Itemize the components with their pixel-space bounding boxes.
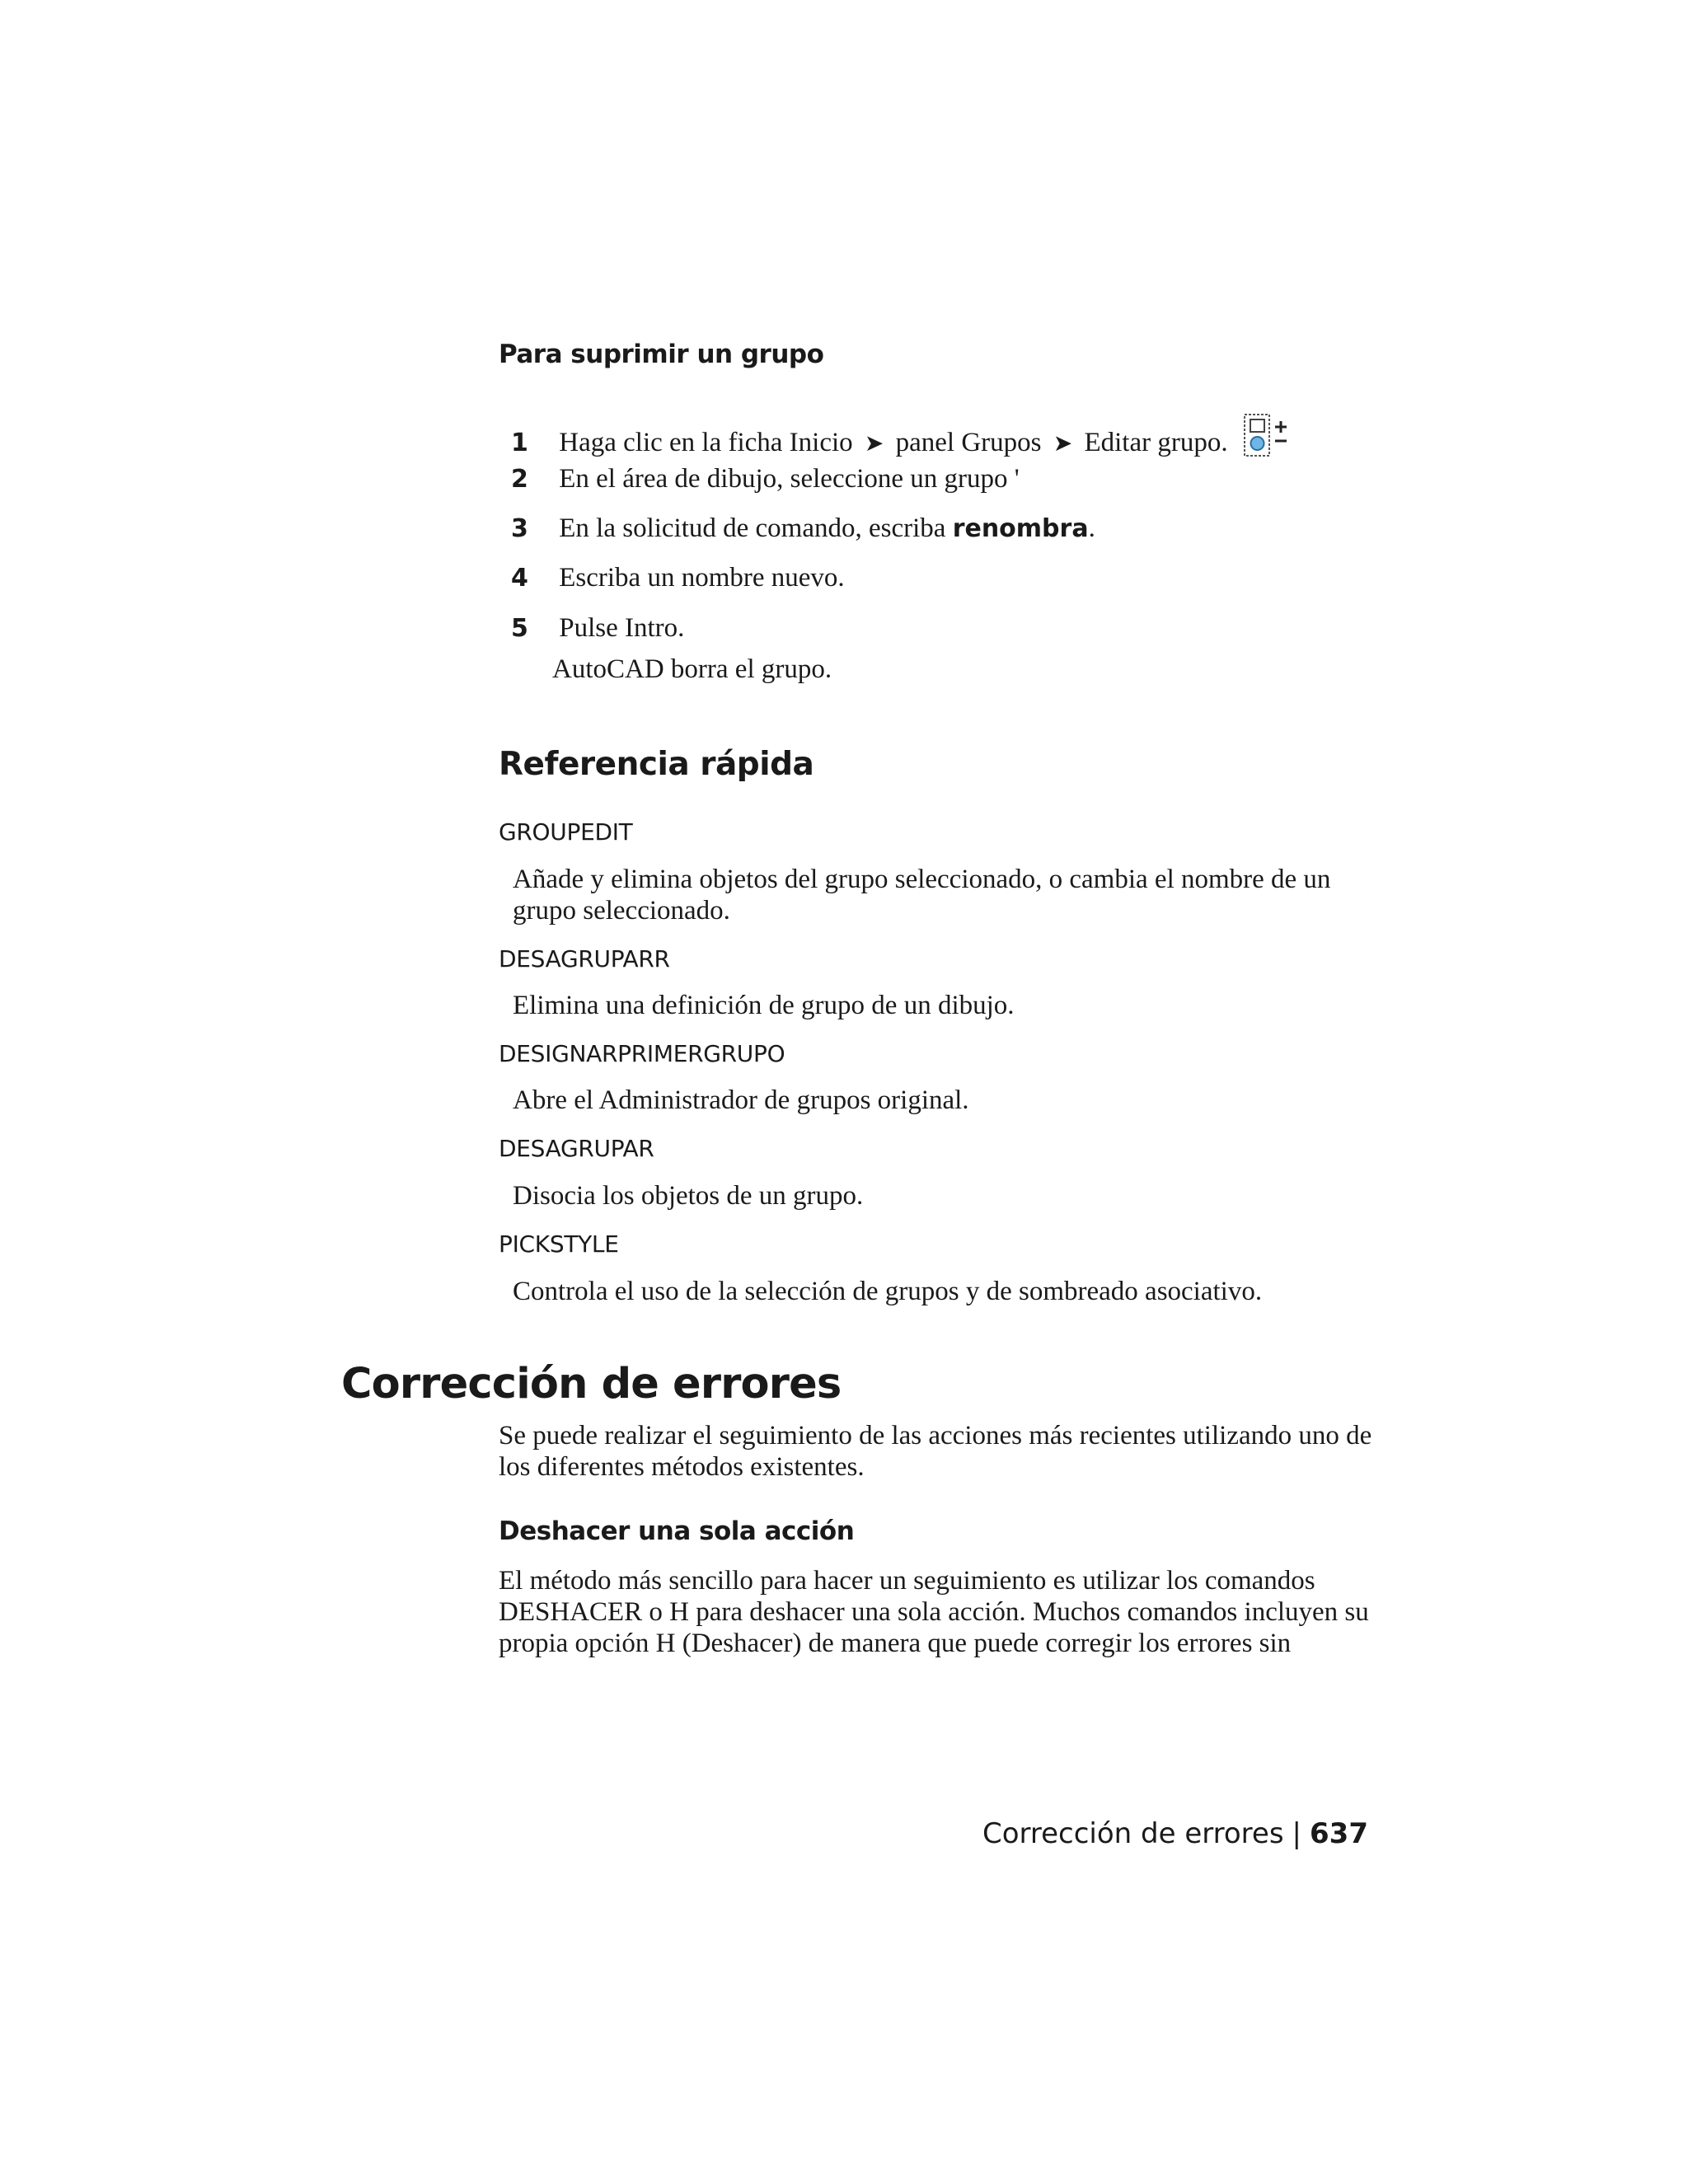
command-keyword: renombra <box>952 514 1089 543</box>
step-text: Escriba un nombre nuevo. <box>559 563 845 593</box>
footer-separator: | <box>1292 1817 1302 1850</box>
step-text: Editar grupo. <box>1084 428 1228 457</box>
arrow-icon: ➤ <box>864 431 884 457</box>
step-5 <box>511 612 684 645</box>
command-description: Añade y elimina objetos del grupo seleccionado, o cambia el nombre de un grupo seleccionado. <box>513 865 1331 926</box>
step-1 <box>511 413 1291 461</box>
step-text: Pulse Intro. <box>559 613 685 643</box>
step-number: 2 <box>511 465 528 494</box>
step-number: 4 <box>511 564 528 593</box>
quick-reference-title: Referencia rápida <box>499 746 814 783</box>
command-name: DESAGRUPARR <box>499 945 670 972</box>
body-paragraph: El método más sencillo para hacer un seguimiento es utilizar los comandos DESHACER o H para deshacer una sola acción. Muchos comandos incluyen su propia opción H (Deshacer) de manera que puede corregir los errores sin <box>499 1566 1369 1658</box>
step-result: AutoCAD borra el grupo. <box>552 654 832 684</box>
step-text-end: . <box>1088 513 1095 543</box>
step-number: 1 <box>511 429 528 457</box>
step-4 <box>511 561 845 595</box>
command-description: Controla el uso de la selección de grupos y de sombreado asociativo. <box>513 1277 1263 1306</box>
page-number: 637 <box>1310 1817 1368 1850</box>
command-description: Disocia los objetos de un grupo. <box>513 1181 864 1211</box>
command-description: Abre el Administrador de grupos original. <box>513 1085 969 1115</box>
command-name: DESAGRUPAR <box>499 1135 654 1162</box>
step-text: En la solicitud de comando, escriba <box>559 513 953 543</box>
footer-section: Corrección de errores <box>982 1817 1284 1850</box>
step-number: 3 <box>511 514 528 543</box>
step-2 <box>511 462 1020 496</box>
chapter-title: Corrección de errores <box>341 1360 842 1408</box>
command-description: Elimina una definición de grupo de un dibujo. <box>513 991 1015 1020</box>
command-name: PICKSTYLE <box>499 1230 619 1258</box>
page-footer <box>982 1817 1368 1850</box>
group-edit-icon <box>1241 413 1291 461</box>
command-name: DESIGNARPRIMERGRUPO <box>499 1040 785 1067</box>
step-text: En el área de dibujo, seleccione un grupo ' <box>559 464 1020 494</box>
step-3 <box>511 512 1095 546</box>
chapter-intro: Se puede realizar el seguimiento de las acciones más recientes utilizando uno de los diferentes métodos existentes. <box>499 1421 1372 1482</box>
arrow-icon: ➤ <box>1053 431 1073 457</box>
step-text: panel Grupos <box>895 428 1042 457</box>
step-text: Haga clic en la ficha Inicio <box>559 428 853 457</box>
subsection-title: Deshacer una sola acción <box>499 1516 855 1546</box>
procedure-title: Para suprimir un grupo <box>499 340 824 369</box>
command-name: GROUPEDIT <box>499 818 633 846</box>
step-number: 5 <box>511 614 528 643</box>
